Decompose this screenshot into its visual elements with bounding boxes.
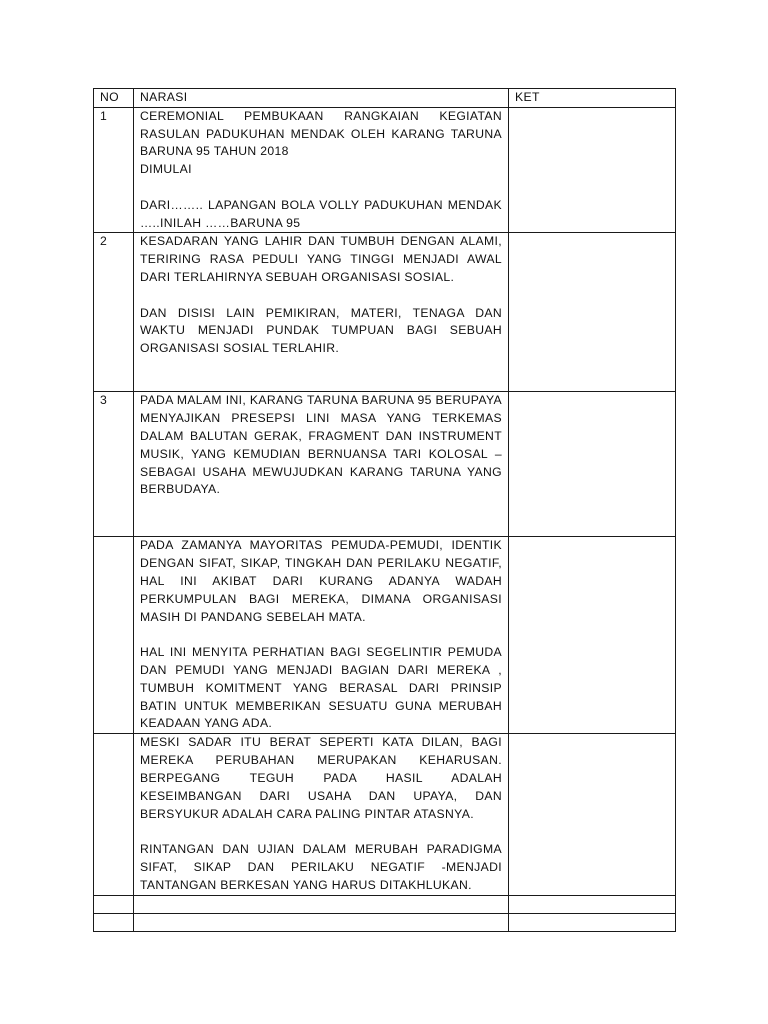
header-ket: KET xyxy=(509,89,676,108)
row-number xyxy=(94,913,134,931)
narration-paragraph: DARI…….. LAPANGAN BOLA VOLLY PADUKUHAN MENDAK …..INILAH ……BARUNA 95 xyxy=(140,197,502,230)
row-number xyxy=(94,895,134,913)
header-no: NO xyxy=(94,89,134,108)
narration-paragraph: RINTANGAN DAN UJIAN DALAM MERUBAH PARADIGMA SIFAT, SIKAP DAN PERILAKU NEGATIF -MENJADI TANTANGAN BERKESAN YANG HARUS DITAKHLUKAN. xyxy=(140,842,502,892)
narration-cell xyxy=(134,895,509,913)
narration-cell xyxy=(134,913,509,931)
ket-cell xyxy=(509,734,676,895)
narration-paragraph: DAN DISISI LAIN PEMIKIRAN, MATERI, TENAGA DAN WAKTU MENJADI PUNDAK TUMPUAN BAGI SEBUAH ORGANISASI SOSIAL TERLAHIR. xyxy=(140,305,502,356)
narration-paragraph: DIMULAI xyxy=(140,162,192,177)
row-number: 2 xyxy=(94,233,134,392)
narration-paragraph: CEREMONIAL PEMBUKAAN RANGKAIAN KEGIATAN RASULAN PADUKUHAN MENDAK OLEH KARANG TARUNA BARUNA 95 TAHUN 2018 xyxy=(140,108,502,159)
table-row xyxy=(94,233,676,392)
table-row xyxy=(94,913,676,931)
row-number: 1 xyxy=(94,107,134,233)
narration-cell xyxy=(134,233,509,392)
row-number xyxy=(94,537,134,734)
table-row xyxy=(94,392,676,537)
ket-cell xyxy=(509,537,676,734)
table-row xyxy=(94,537,676,734)
ket-cell xyxy=(509,107,676,233)
narration-paragraph: PADA MALAM INI, KARANG TARUNA BARUNA 95 BERUPAYA MENYAJIKAN PRESEPSI LINI MASA YANG TERKEMAS DALAM BALUTAN GERAK, FRAGMENT DAN INSTRUMENT MUSIK, YANG KEMUDIAN BERNUANSA TARI KOLOSAL – SEBAGAI USAHA MEWUJUDKAN KARANG TARUNA YANG BERBUDAYA. xyxy=(140,393,502,497)
narration-table xyxy=(93,88,676,932)
narration-paragraph: KESADARAN YANG LAHIR DAN TUMBUH DENGAN ALAMI, TERIRING RASA PEDULI YANG TINGGI MENJADI AWAL DARI TERLAHIRNYA SEBUAH ORGANISASI SOSIAL. xyxy=(140,234,502,284)
ket-cell xyxy=(509,913,676,931)
ket-cell xyxy=(509,233,676,392)
ket-cell xyxy=(509,392,676,537)
table-row xyxy=(94,734,676,895)
narration-cell xyxy=(134,392,509,537)
table-row xyxy=(94,107,676,233)
ket-cell xyxy=(509,895,676,913)
narration-paragraph: MESKI SADAR ITU BERAT SEPERTI KATA DILAN, BAGI MEREKA PERUBAHAN MERUPAKAN KEHARUSAN. BERPEGANG TEGUH PADA HASIL ADALAH KESEIMBANGAN DARI USAHA DAN UPAYA, DAN BERSYUKUR ADALAH CARA PALING PINTAR ATASNYA. xyxy=(140,735,502,821)
narration-cell xyxy=(134,734,509,895)
header-narasi: NARASI xyxy=(134,89,509,108)
narration-cell xyxy=(134,537,509,734)
table-header-row xyxy=(94,89,676,108)
narration-paragraph: PADA ZAMANYA MAYORITAS PEMUDA-PEMUDI, IDENTIK DENGAN SIFAT, SIKAP, TINGKAH DAN PERILAKU NEGATIF, HAL INI AKIBAT DARI KURANG ADANYA WADAH PERKUMPULAN BAGI MEREKA, DIMANA ORGANISASI MASIH DI PANDANG SEBELAH MATA. xyxy=(140,538,502,624)
row-number: 3 xyxy=(94,392,134,537)
table-row xyxy=(94,895,676,913)
narration-cell xyxy=(134,107,509,233)
narration-paragraph: HAL INI MENYITA PERHATIAN BAGI SEGELINTIR PEMUDA DAN PEMUDI YANG MENJADI BAGIAN DARI MEREKA , TUMBUH KOMITMENT YANG BERASAL DARI PRINSIP BATIN UNTUK MEMBERIKAN SESUATU GUNA MERUBAH KEADAAN YANG ADA. xyxy=(140,645,502,731)
row-number xyxy=(94,734,134,895)
